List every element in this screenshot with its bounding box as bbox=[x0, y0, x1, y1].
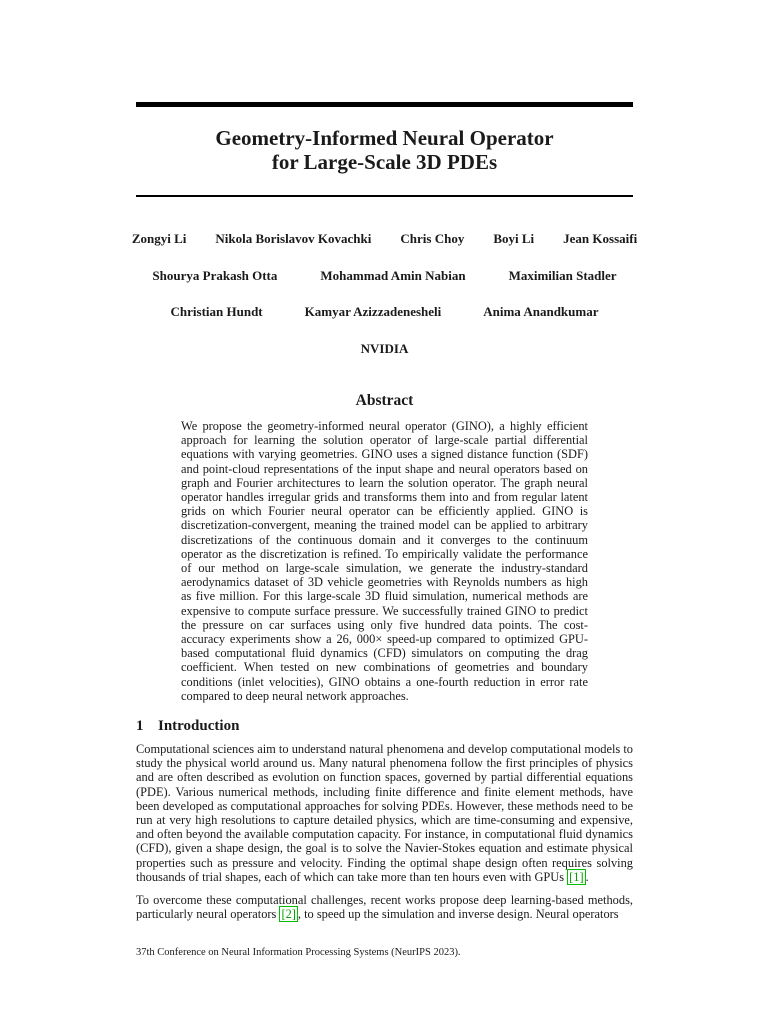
paragraph-end: , to speed up the simulation and inverse design. Neural operators bbox=[297, 907, 619, 922]
abstract-text: We propose the geometry-informed neural operator (GINO), a highly efficient approach for learning the solution operator of large-scale partial differential equations with varying geometries. GINO uses a signed distance function (SDF) and point-cloud representations of the input shape and neural operators based on graph and Fourier architectures to learn the solution operator. The graph neural operator handles irregular grids and transforms them into and from regular latent grids on which Fourier neural operator can be efficiently applied. GINO is discretization-convergent, meaning the trained model can be applied to arbitrary discretizations of the continuous domain and it converges to the continuum operator as the discretization is refined. To empirically validate the performance of our method on large-scale simulation, we generate the industry-standard aerodynamics dataset of 3D vehicle geometries with Reynolds numbers as high as five million. For this large-scale 3D fluid simulation, numerical methods are expensive to compute surface pressure. We successfully trained GINO to predict the pressure on car surfaces using only five hundred data points. The cost-accuracy experiments show a 26, 000× speed-up compared to optimized GPU-based computational fluid dynamics (CFD) simulators on computing the drag coefficient. When tested on new combinations of geometries and boundary conditions (inlet velocities), GINO obtains a one-fourth reduction in error rate compared to deep neural network approaches. bbox=[181, 419, 588, 703]
paragraph-text: To overcome these computational challenges, recent works propose deep learning-based methods, particularly neural operators bbox=[136, 893, 633, 922]
section-heading bbox=[136, 717, 633, 735]
author-name: Zongyi Li bbox=[131, 231, 187, 246]
author-name: Anima Anandkumar bbox=[483, 304, 599, 319]
title-rule bbox=[136, 195, 633, 197]
citation-link[interactable]: [2] bbox=[281, 907, 296, 922]
author-name: Nikola Borislavov Kovachki bbox=[215, 231, 372, 246]
citation-link[interactable]: [1] bbox=[569, 869, 584, 884]
author-name: Jean Kossaifi bbox=[563, 231, 638, 246]
intro-paragraph-1 bbox=[136, 742, 633, 884]
author-row-2 bbox=[136, 268, 633, 284]
author-row-1 bbox=[131, 231, 638, 247]
affiliation: NVIDIA bbox=[360, 341, 409, 356]
paragraph-end: . bbox=[585, 869, 589, 884]
author-name: Chris Choy bbox=[400, 231, 465, 246]
author-row-3 bbox=[136, 304, 633, 320]
author-name: Shourya Prakash Otta bbox=[152, 268, 278, 283]
title-line-1: Geometry-Informed Neural Operator bbox=[215, 126, 554, 150]
author-name: Boyi Li bbox=[493, 231, 535, 246]
author-name: Kamyar Azizzadenesheli bbox=[304, 304, 442, 319]
title-line-2: for Large-Scale 3D PDEs bbox=[271, 150, 498, 174]
top-rule bbox=[136, 102, 633, 107]
section-title: Introduction bbox=[158, 718, 240, 734]
conference-footnote: 37th Conference on Neural Information Processing Systems (NeurIPS 2023). bbox=[136, 947, 461, 958]
intro-paragraph-2 bbox=[136, 893, 633, 921]
paragraph-text: Computational sciences aim to understand natural phenomena and develop computational models to study the physical world around us. Many natural phenomena follow the first principles of physics and are often described as evolution on function spaces, governed by partial differential equations (PDE). Various numerical methods, including finite difference and finite element methods, have been developed as computational approaches for solving PDEs. However, these methods need to be run at very high resolutions to capture detailed physics, which are time-consuming and expensive, and often beyond the available computation capacity. For instance, in computational fluid dynamics (CFD), given a shape design, the goal is to solve the Navier-Stokes equation and estimate physical properties such as pressure and velocity. Finding the optimal shape design often requires solving thousands of trial shapes, each of which can take more than ten hours even with GPUs bbox=[136, 742, 633, 884]
author-name: Maximilian Stadler bbox=[508, 268, 617, 283]
abstract-heading: Abstract bbox=[355, 392, 414, 409]
author-name: Christian Hundt bbox=[170, 304, 263, 319]
section-number: 1 bbox=[136, 718, 144, 734]
paper-title bbox=[136, 126, 633, 174]
author-name: Mohammad Amin Nabian bbox=[320, 268, 466, 283]
